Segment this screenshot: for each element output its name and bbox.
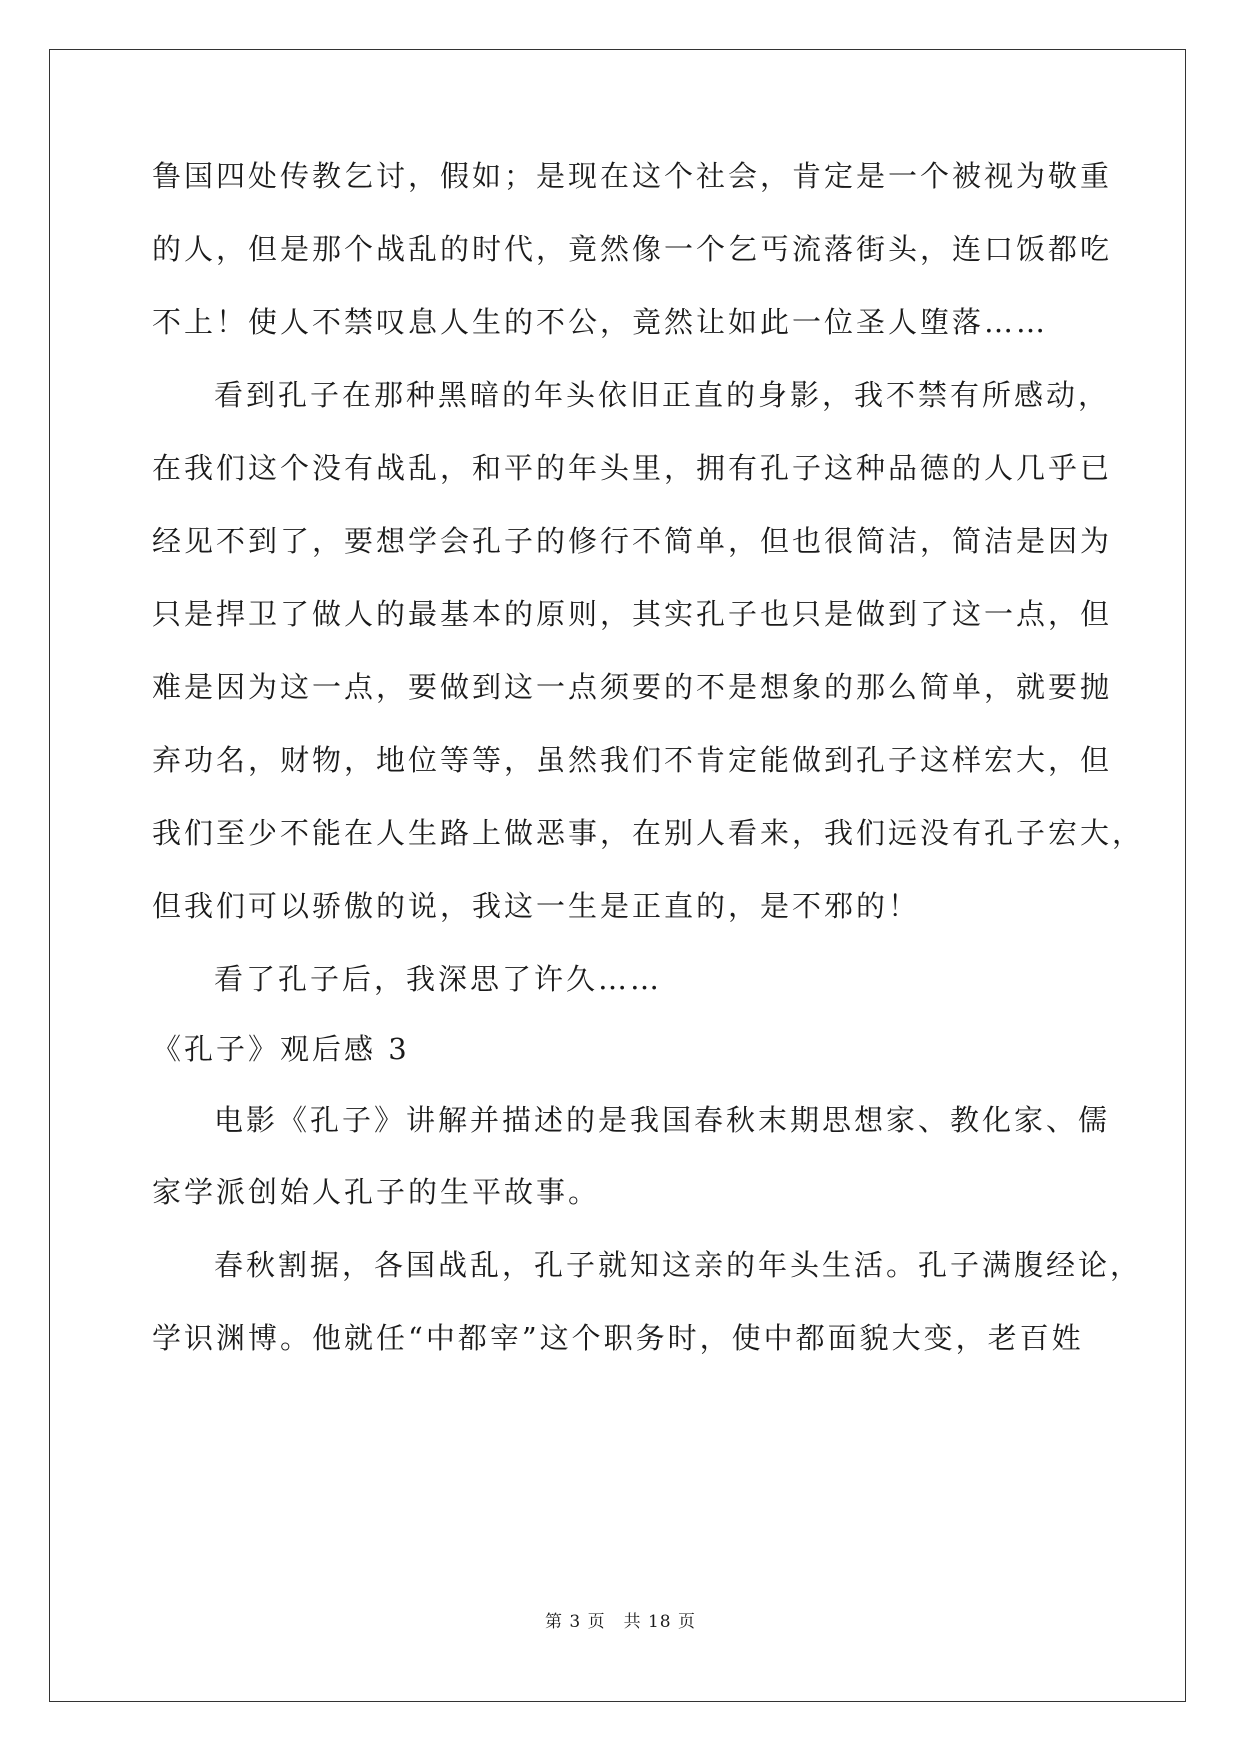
section-heading: 《孔子》观后感 3: [152, 1032, 410, 1066]
text-line: 不上！使人不禁叹息人生的不公，竟然让如此一位圣人堕落……: [152, 305, 1049, 339]
paragraph-first-line: 春秋割据，各国战乱，孔子就知这亲的年头生活。孔子满腹经论，: [214, 1248, 1143, 1282]
text-line: 的人，但是那个战乱的时代，竟然像一个乞丐流落街头，连口饭都吃: [152, 232, 1113, 266]
paragraph-first-line: 看到孔子在那种黑暗的年头依旧正直的身影，我不禁有所感动，: [214, 378, 1111, 412]
text-line: 但我们可以骄傲的说，我这一生是正直的，是不邪的！: [152, 889, 921, 923]
text-line: 鲁国四处传教乞讨，假如；是现在这个社会，肯定是一个被视为敬重: [152, 159, 1113, 193]
page-footer: 第 3 页 共 18 页: [544, 1612, 697, 1632]
paragraph-first-line: 电影《孔子》讲解并描述的是我国春秋末期思想家、教化家、儒: [214, 1103, 1111, 1137]
paragraph-first-line: 看了孔子后，我深思了许久……: [214, 962, 663, 996]
page-border: [49, 49, 1186, 1702]
text-line: 弃功名，财物，地位等等，虽然我们不肯定能做到孔子这样宏大，但: [152, 743, 1113, 777]
text-line: 学识渊博。他就任“中都宰”这个职务时，使中都面貌大变，老百姓: [152, 1321, 1084, 1355]
text-line: 家学派创始人孔子的生平故事。: [152, 1175, 601, 1209]
text-line: 难是因为这一点，要做到这一点须要的不是想象的那么简单，就要抛: [152, 670, 1113, 704]
text-line: 经见不到了，要想学会孔子的修行不简单，但也很简洁，简洁是因为: [152, 524, 1113, 558]
text-line: 我们至少不能在人生路上做恶事，在别人看来，我们远没有孔子宏大，: [152, 816, 1145, 850]
text-line: 只是捍卫了做人的最基本的原则，其实孔子也只是做到了这一点，但: [152, 597, 1113, 631]
text-line: 在我们这个没有战乱，和平的年头里，拥有孔子这种品德的人几乎已: [152, 451, 1113, 485]
